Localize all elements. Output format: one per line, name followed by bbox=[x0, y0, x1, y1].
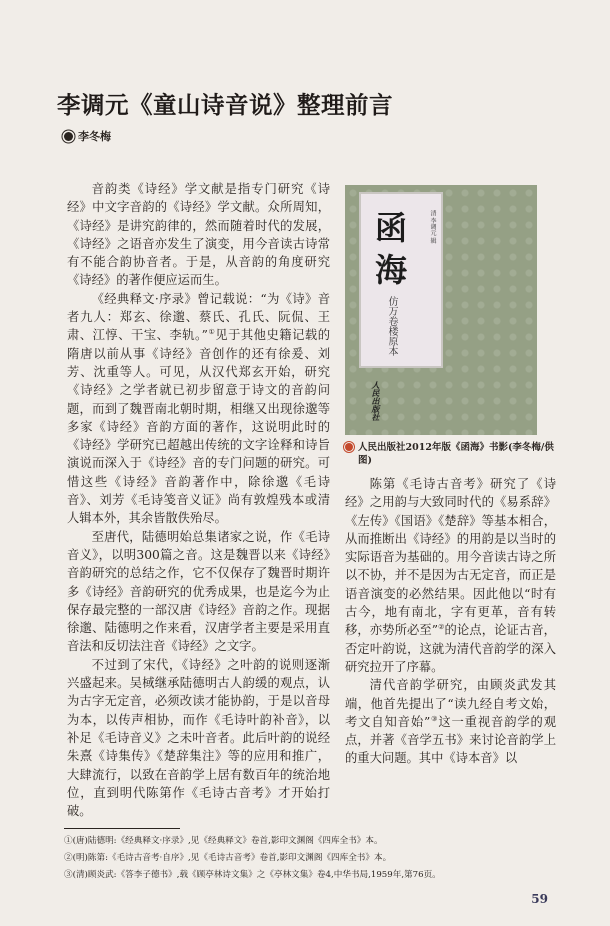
author-line bbox=[64, 128, 111, 144]
cover-publisher: 人民出版社 bbox=[371, 381, 381, 421]
paragraph: 不过到了宋代，《诗经》之叶韵的说则逐渐兴盛起来。吴棫继承陆德明古人韵缓的观点，认为古字无定音，必须改读才能协韵，于是以音母为本，以传声相协，而作《毛诗叶韵补音》，以补足《毛诗音义》之未叶音者。此后叶韵的说经朱熹《诗集传》《楚辞集注》等的应用和推广，大肆流行，以致在音韵学上居有数百年的统治地位，直到明代陈第作《毛诗古音考》才开始打破。 bbox=[67, 657, 330, 819]
paragraph-text: 这一重视音韵学的观点，并著《音学五书》来讨论音韵学上的重大问题。其中《诗本音》以 bbox=[345, 714, 556, 766]
paragraph bbox=[345, 475, 556, 676]
cover-author: 清 李调元 辑 bbox=[429, 210, 436, 244]
two-column-layout bbox=[64, 180, 556, 820]
bullet-icon bbox=[64, 132, 73, 141]
caption-text: 人民出版社2012年版《函海》书影(李冬梅/供图) bbox=[358, 442, 554, 466]
paragraph-text: 陈第《毛诗古音考》研究了《诗经》之用韵与大致同时代的《易系辞》《左传》《国语》《楚辞》等基本相合，从而推断出《诗经》的用韵是以当时的实际语音为基础的。用今音读古诗之所以不协，并不是因为古无定音，而正是语音演变的必然结果。因此他以“时有古今，地有南北，字有更革，音有转移，亦势所必至” bbox=[345, 477, 556, 638]
body-right-column bbox=[345, 475, 556, 768]
footnote-ref: ③ bbox=[430, 714, 439, 723]
bullet-icon bbox=[345, 443, 353, 451]
cover-title-char: 函 bbox=[374, 209, 407, 247]
author-name: 李冬梅 bbox=[78, 130, 111, 143]
book-cover-image bbox=[345, 185, 537, 435]
cover-title-char: 海 bbox=[374, 251, 407, 289]
footnote-ref: ① bbox=[207, 328, 216, 337]
cover-subtitle: 仿万卷楼原本 bbox=[386, 296, 397, 356]
paragraph-text: 清代音韵学研究，由顾炎武发其端，他首先提出了“读九经自考文始，考文自知音始” bbox=[345, 678, 556, 729]
footnote-ref: ② bbox=[438, 623, 445, 632]
paragraph bbox=[345, 676, 556, 767]
footnote-divider bbox=[64, 828, 180, 829]
paragraph-text: 见于其他史籍记载的隋唐以前从事《诗经》音创作的还有徐爰、刘芳、沈重等人。可见，从汉代郑玄开始，研究《诗经》之学者就已初步留意于诗文的音韵问题，而到了魏晋南北朝时期，相继又出现徐邈等多家《诗经》音韵方面的著作，这说明此时的《诗经》学研究已超越出传统的文字诠释和诗旨演说而深入于《诗经》音的专门问题的研究。可惜这些《诗经》音韵著作中，除徐邈《毛诗音》、刘芳《毛诗笺音义证》尚有敦煌残本或清人辑本外，其余皆散佚殆尽。 bbox=[67, 328, 330, 526]
article-title: 李调元《童山诗音说》整理前言 bbox=[57, 91, 393, 119]
paragraph-text: 《经典释文·序录》曾记载说：“为《诗》音者九人：郑玄、徐邈、蔡氏、孔氏、阮侃、王肃、江惇、干宝、李轨。” bbox=[67, 291, 330, 343]
figure-caption bbox=[345, 441, 556, 467]
paragraph: 至唐代，陆德明始总集诸家之说，作《毛诗音义》，以明300篇之音。这是魏晋以来《诗经》音韵研究的总结之作，它不仅保存了魏晋时期许多《诗经》音韵研究的优秀成果，也是迄今为止保存最完整的一部汉唐《诗经》音韵之作。现据徐邈、陆德明之作来看，汉唐学者主要是采用直音法和反切法注音《诗经》之文字。 bbox=[67, 529, 330, 654]
article-body bbox=[64, 180, 556, 926]
page-number: 59 bbox=[531, 892, 548, 907]
paragraph bbox=[67, 290, 330, 528]
footnote: ①(唐)陆德明:《经典释文·序录》,见《经典释文》卷首,影印文渊阁《四库全书》本。 bbox=[64, 836, 383, 847]
paragraph-text: 的论点，论证古音，否定叶韵说，这就为清代音韵学的深入研究拉开了序幕。 bbox=[345, 623, 556, 674]
body-left-column bbox=[64, 180, 330, 820]
right-column-cell bbox=[345, 180, 556, 768]
footnotes bbox=[64, 833, 556, 884]
footnote: ②(明)陈第:《毛诗古音考·自序》,见《毛诗古音考》卷首,影印文渊阁《四库全书》本。 bbox=[64, 853, 392, 864]
footnote: ③(清)顾炎武:《答李子德书》,载《顾亭林诗文集》之《亭林文集》卷4,中华书局,1959年,第76页。 bbox=[64, 870, 441, 881]
cover-label bbox=[359, 192, 443, 368]
paragraph: 音韵类《诗经》学文献是指专门研究《诗经》中文字音韵的《诗经》学文献。众所周知，《诗经》是讲究韵律的，然而随着时代的发展，《诗经》之语音亦发生了演变，用今音读古诗常有不能合韵协音者。于是，从音韵的角度研究《诗经》的著作便应运而生。 bbox=[67, 182, 330, 288]
